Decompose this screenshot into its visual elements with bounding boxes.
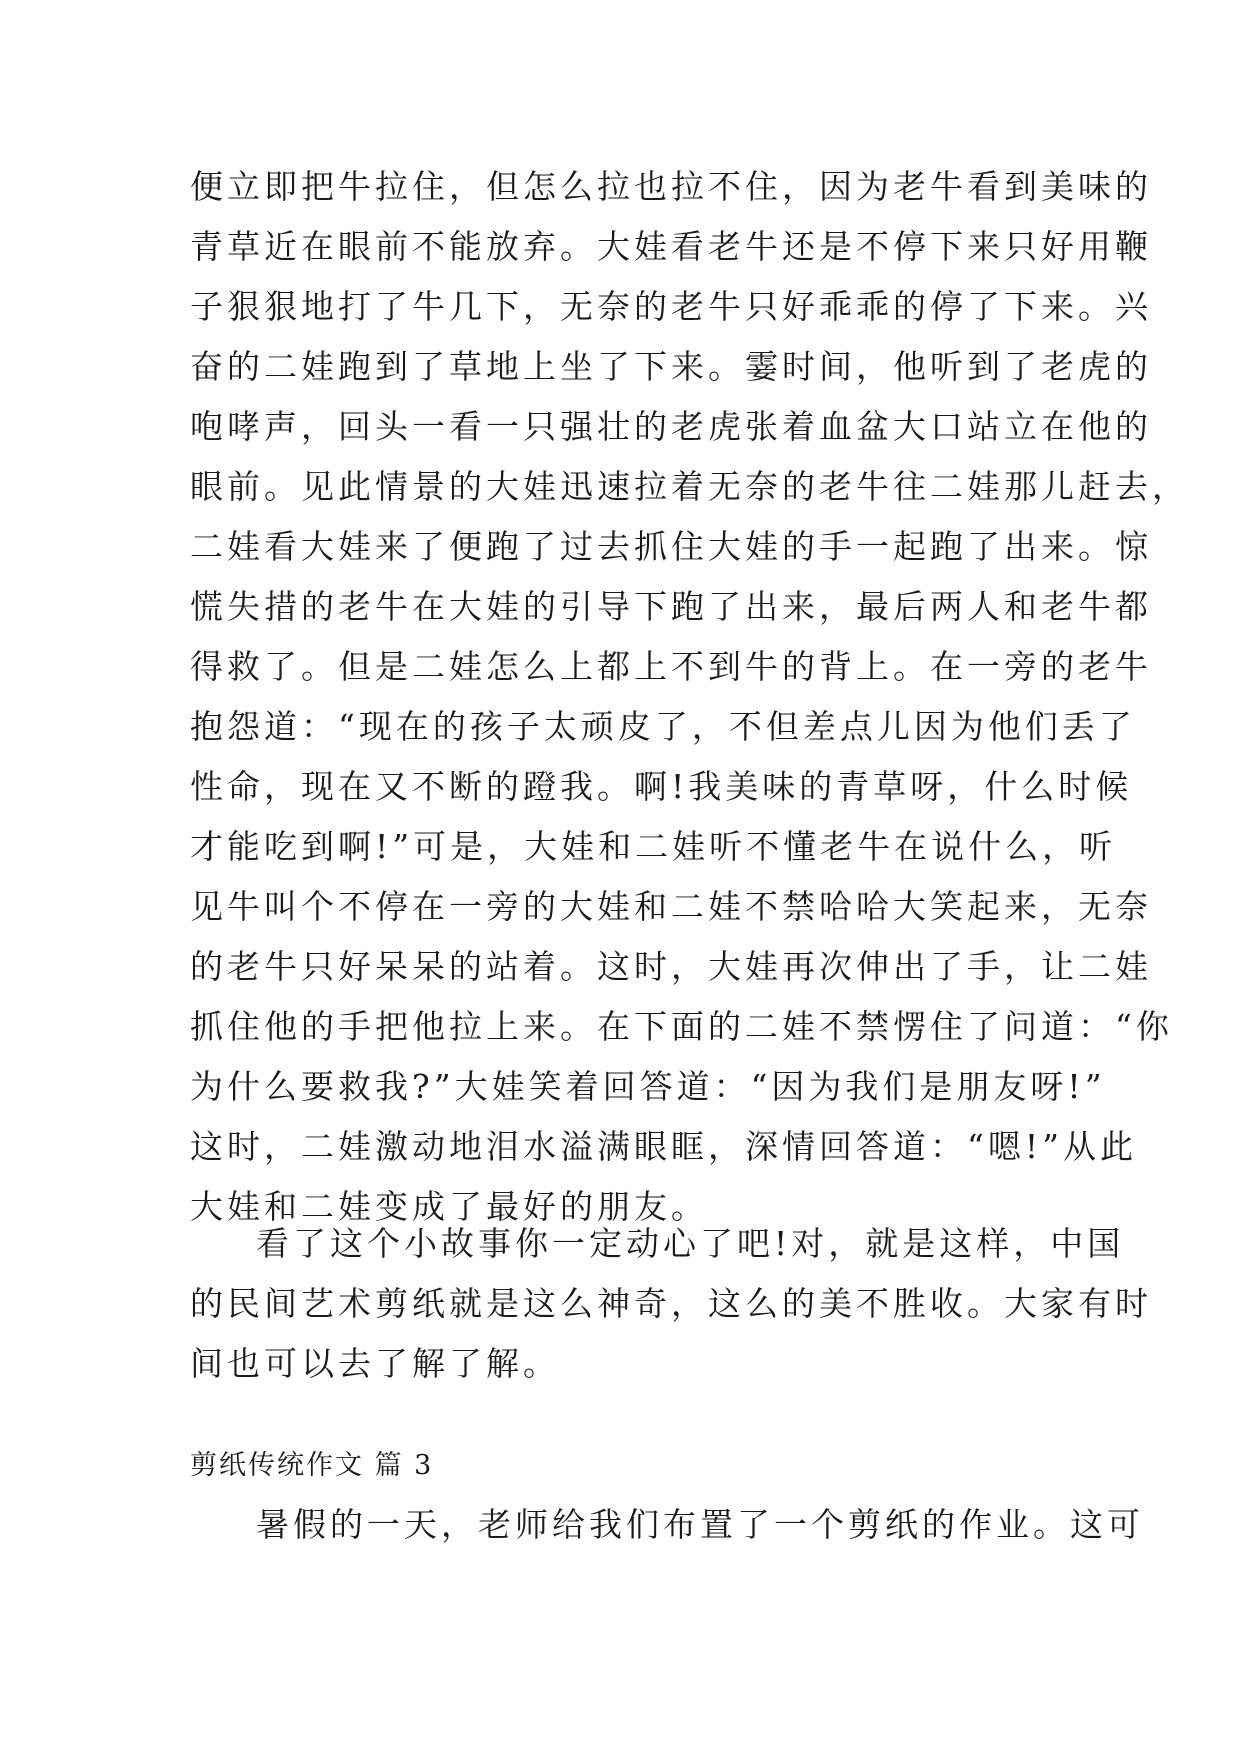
text-line: 看了这个小故事你一定动心了吧!对，就是这样，中国: [256, 1224, 1125, 1263]
text-line: 青草近在眼前不能放弃。大娃看老牛还是不停下来只好用鞭: [190, 227, 1152, 266]
text-line: 大娃和二娃变成了最好的朋友。: [190, 1187, 708, 1226]
conclusion-paragraph: [190, 1214, 1152, 1394]
text-line: 的民间艺术剪纸就是这么神奇，这么的美不胜收。大家有时: [190, 1284, 1152, 1323]
text-line: 二娃看大娃来了便跑了过去抓住大娃的手一起跑了出来。惊: [190, 527, 1152, 566]
text-line: 抱怨道：“现在的孩子太顽皮了，不但差点儿因为他们丢了: [190, 707, 1136, 746]
text-line: 这时，二娃激动地泪水溢满眼眶，深情回答道：“嗯!”从此: [190, 1127, 1138, 1166]
section-heading: 剪纸传统作文 篇 3: [190, 1450, 434, 1481]
text-line: 子狠狠地打了牛几下，无奈的老牛只好乖乖的停了下来。兴: [190, 287, 1152, 326]
text-line: 眼前。见此情景的大娃迅速拉着无奈的老牛往二娃那儿赶去，: [190, 467, 1189, 506]
text-line: 间也可以去了解了解。: [190, 1344, 560, 1383]
text-line: 的老牛只好呆呆的站着。这时，大娃再次伸出了手，让二娃: [190, 947, 1152, 986]
text-line: 暑假的一天，老师给我们布置了一个剪纸的作业。这可: [256, 1505, 1144, 1544]
text-line: 咆哮声，回头一看一只强壮的老虎张着血盆大口站立在他的: [190, 407, 1152, 446]
text-line: 见牛叫个不停在一旁的大娃和二娃不禁哈哈大笑起来，无奈: [190, 887, 1152, 926]
text-line: 慌失措的老牛在大娃的引导下跑了出来，最后两人和老牛都: [190, 587, 1152, 626]
text-line: 抓住他的手把他拉上来。在下面的二娃不禁愣住了问道：“你: [190, 1007, 1173, 1046]
text-line: 便立即把牛拉住，但怎么拉也拉不住，因为老牛看到美味的: [190, 167, 1152, 206]
text-line: 性命，现在又不断的蹬我。啊!我美味的青草呀，什么时候: [190, 767, 1133, 806]
text-line: 才能吃到啊!”可是，大娃和二娃听不懂老牛在说什么，听: [190, 827, 1117, 866]
story-paragraph: [190, 157, 1189, 1237]
text-line: 为什么要救我?”大娃笑着回答道：“因为我们是朋友呀!”: [190, 1067, 1106, 1106]
text-line: 奋的二娃跑到了草地上坐了下来。霎时间，他听到了老虎的: [190, 347, 1152, 386]
text-line: 得救了。但是二娃怎么上都上不到牛的背上。在一旁的老牛: [190, 647, 1152, 686]
section-paragraph: [190, 1495, 1144, 1555]
